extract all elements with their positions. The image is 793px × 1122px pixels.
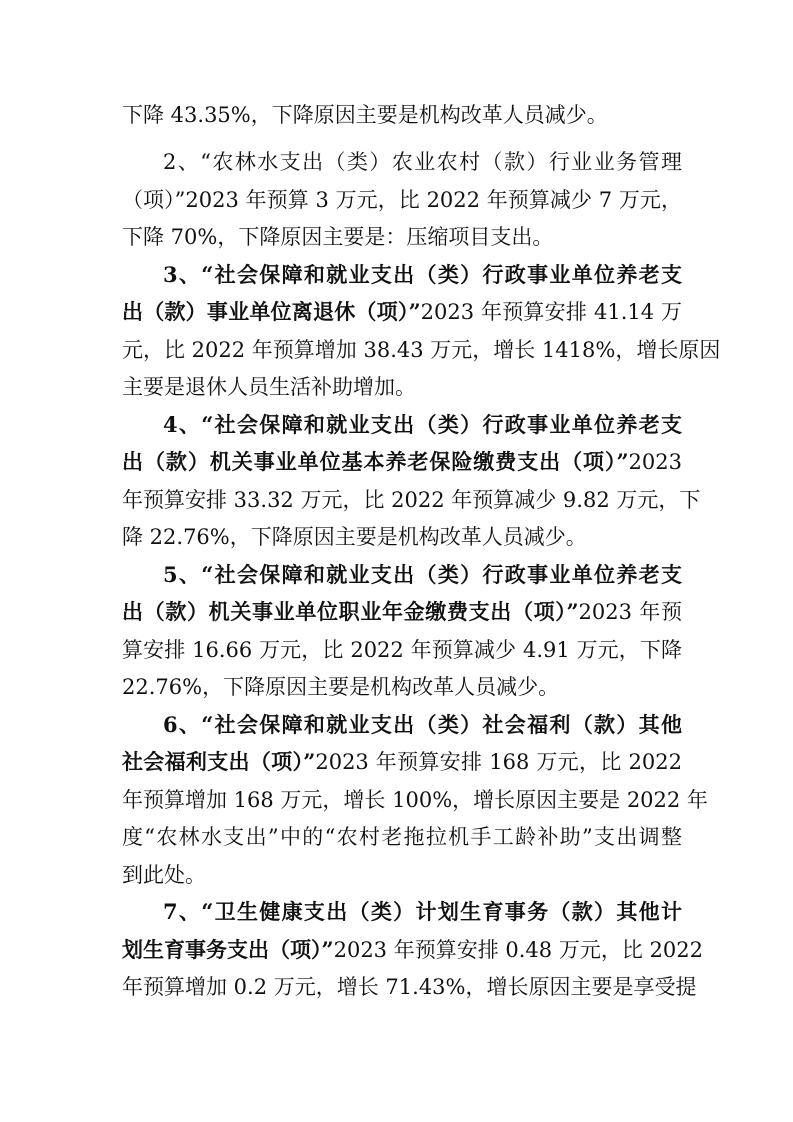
paragraph-7-line-2 <box>122 935 703 965</box>
paragraph-3-line-3: 元，比 2022 年预算增加 38.43 万元，增长 1418%，增长原因 <box>122 338 721 362</box>
paragraph-6-line-5: 到此处。 <box>122 863 206 887</box>
paragraph-3-heading-line-1: 3、“社会保障和就业支出（类）行政事业单位养老支 <box>163 262 682 287</box>
paragraph-5-heading-line-2: 出（款）机关事业单位职业年金缴费支出（项）” <box>122 599 579 624</box>
paragraph-2-line-2: （项）”2023 年预算 3 万元，比 2022 年预算减少 7 万元， <box>122 188 682 212</box>
paragraph-4-heading-line-1: 4、“社会保障和就业支出（类）行政事业单位养老支 <box>163 412 682 437</box>
paragraph-6-line-3: 年预算增加 168 万元，增长 100%，增长原因主要是 2022 年 <box>122 788 708 812</box>
paragraph-7-line-3: 年预算增加 0.2 万元，增长 71.43%，增长原因主要是享受提 <box>122 975 697 999</box>
paragraph-5-line-4: 22.76%，下降原因主要是机构改革人员减少。 <box>122 675 560 699</box>
paragraph-5-text-1: 2023 年预 <box>578 600 682 624</box>
paragraph-1-line-1: 下降 43.35%，下降原因主要是机构改革人员减少。 <box>122 103 608 127</box>
paragraph-3-line-2 <box>122 297 682 327</box>
paragraph-4-text-1: 2023 <box>628 450 682 474</box>
paragraph-4-line-3: 年预算安排 33.32 万元，比 2022 年预算减少 9.82 万元，下 <box>122 488 701 512</box>
paragraph-3-heading-line-2: 出（款）事业单位离退休（项）” <box>122 299 421 324</box>
paragraph-5-line-3: 算安排 16.66 万元，比 2022 年预算减少 4.91 万元，下降 <box>122 638 682 662</box>
paragraph-7-heading-line-1: 7、“卫生健康支出（类）计划生育事务（款）其他计 <box>163 899 682 924</box>
paragraph-7-heading-line-2: 划生育事务支出（项）” <box>122 937 334 962</box>
paragraph-6-line-2 <box>122 747 682 777</box>
paragraph-4-line-2 <box>122 447 682 477</box>
paragraph-3-text-1: 2023 年预算安排 41.14 万 <box>420 300 682 324</box>
paragraph-5-heading-line-1: 5、“社会保障和就业支出（类）行政事业单位养老支 <box>163 562 682 587</box>
paragraph-4-heading-line-2: 出（款）机关事业单位基本养老保险缴费支出（项）” <box>122 449 629 474</box>
paragraph-3-line-4: 主要是退休人员生活补助增加。 <box>122 375 416 399</box>
paragraph-6-line-4: 度“农林水支出”中的“农村老拖拉机手工龄补助”支出调整 <box>122 825 682 849</box>
paragraph-6-heading-line-2: 社会福利支出（项）” <box>122 749 316 774</box>
paragraph-2-line-1: 2、“农林水支出（类）农业农村（款）行业业务管理 <box>163 150 682 174</box>
paragraph-4-line-4: 降 22.76%，下降原因主要是机构改革人员减少。 <box>122 525 587 549</box>
paragraph-7-text-1: 2023 年预算安排 0.48 万元，比 2022 <box>333 938 703 962</box>
paragraph-6-text-1: 2023 年预算安排 168 万元，比 2022 <box>315 750 682 774</box>
paragraph-6-heading-line-1: 6、“社会保障和就业支出（类）社会福利（款）其他 <box>163 712 682 737</box>
paragraph-2-line-3: 下降 70%，下降原因主要是：压缩项目支出。 <box>122 225 554 249</box>
paragraph-5-line-2 <box>122 597 682 627</box>
